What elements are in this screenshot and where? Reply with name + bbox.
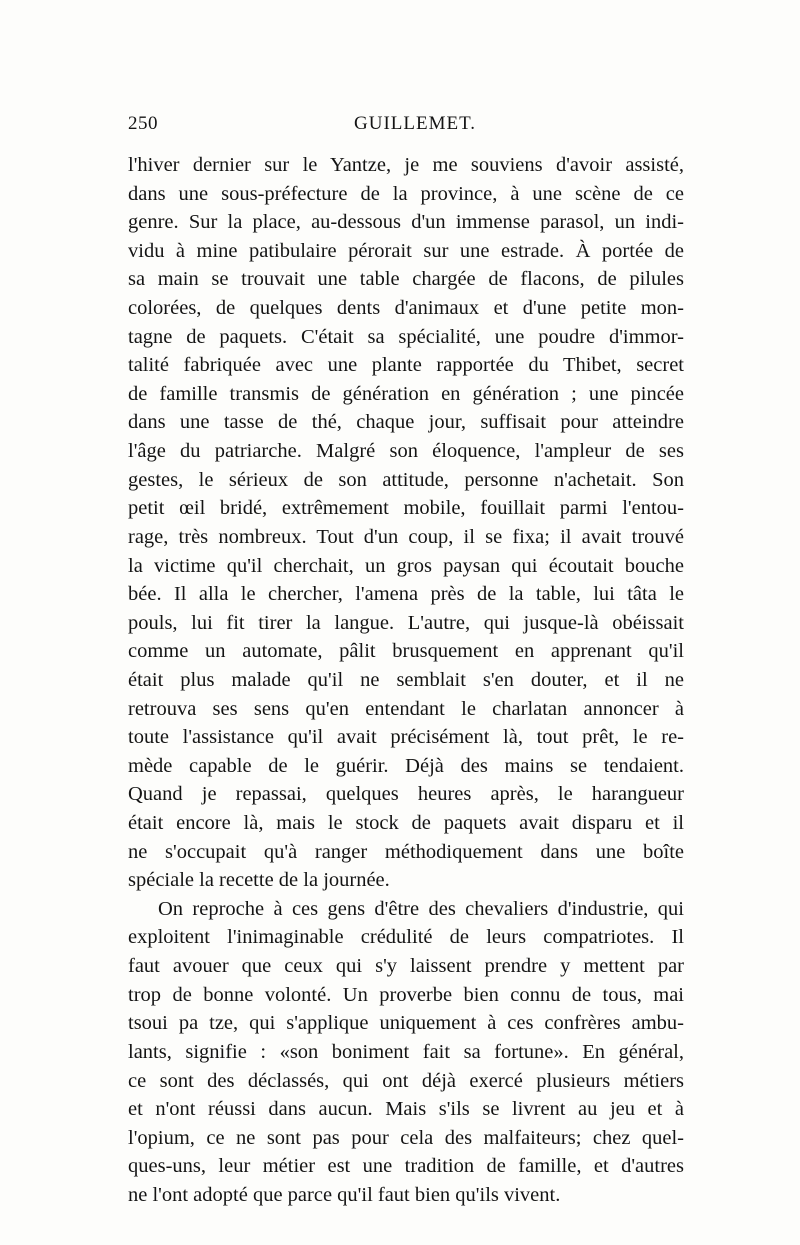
text-line: ce sont des déclassés, qui ont déjà exercé plusieurs métiers bbox=[128, 1069, 684, 1092]
text-line: comme un automate, pâlit brusquement en apprenant qu'il bbox=[128, 640, 684, 663]
text-line: de famille transmis de génération en génération ; une pincée bbox=[128, 382, 684, 405]
text-line: bée. Il alla le chercher, l'amena près de la table, lui tâta le bbox=[128, 583, 684, 606]
running-title: GUILLEMET. bbox=[354, 113, 477, 134]
text-line: l'opium, ce ne sont pas pour cela des malfaiteurs; chez quel- bbox=[128, 1126, 684, 1149]
text-line: la victime qu'il cherchait, un gros paysan qui écoutait bouche bbox=[128, 554, 684, 577]
text-line: vidu à mine patibulaire pérorait sur une estrade. À portée de bbox=[128, 239, 684, 262]
page-number: 250 bbox=[128, 113, 158, 134]
text-line: trop de bonne volonté. Un proverbe bien connu de tous, mai bbox=[128, 983, 684, 1006]
text-line: faut avouer que ceux qui s'y laissent prendre y mettent par bbox=[128, 955, 684, 978]
text-line: dans une tasse de thé, chaque jour, suffisait pour atteindre bbox=[128, 411, 684, 434]
text-line: ques-uns, leur métier est une tradition de famille, et d'autres bbox=[128, 1155, 684, 1178]
text-line: spéciale la recette de la journée. bbox=[128, 869, 390, 892]
text-line: colorées, de quelques dents d'animaux et d'une petite mon- bbox=[128, 297, 684, 320]
text-line: l'âge du patriarche. Malgré son éloquence, l'ampleur de ses bbox=[128, 440, 684, 463]
text-line: dans une sous-préfecture de la province, à une scène de ce bbox=[128, 182, 684, 205]
text-line: était encore là, mais le stock de paquets avait disparu et il bbox=[128, 812, 684, 835]
paragraph bbox=[128, 151, 684, 895]
text-line: était plus malade qu'il ne semblait s'en douter, et il ne bbox=[128, 668, 684, 691]
text-line: On reproche à ces gens d'être des chevaliers d'industrie, qui bbox=[158, 897, 684, 920]
text-line: toute l'assistance qu'il avait précisément là, tout prêt, le re- bbox=[128, 726, 684, 749]
body-text bbox=[128, 151, 684, 1210]
text-line: et n'ont réussi dans aucun. Mais s'ils se livrent au jeu et à bbox=[128, 1098, 684, 1121]
text-line: l'hiver dernier sur le Yantze, je me souviens d'avoir assisté, bbox=[128, 154, 684, 176]
text-line: talité fabriquée avec une plante rapportée du Thibet, secret bbox=[128, 354, 684, 377]
book-page bbox=[128, 113, 684, 1206]
text-line: ne l'ont adopté que parce qu'il faut bien qu'ils vivent. bbox=[128, 1183, 561, 1206]
text-line: tsoui pa tze, qui s'applique uniquement à ces confrères ambu- bbox=[128, 1012, 684, 1035]
text-line: tagne de paquets. C'était sa spécialité, une poudre d'immor- bbox=[128, 325, 684, 348]
text-line: rage, très nombreux. Tout d'un coup, il se fixa; il avait trouvé bbox=[128, 525, 684, 548]
paragraph bbox=[128, 895, 684, 1210]
text-line: lants, signifie : «son boniment fait sa fortune». En général, bbox=[128, 1040, 684, 1063]
text-line: gestes, le sérieux de son attitude, personne n'achetait. Son bbox=[128, 468, 684, 491]
text-line: mède capable de le guérir. Déjà des mains se tendaient. bbox=[128, 754, 684, 777]
text-line: pouls, lui fit tirer la langue. L'autre, qui jusque-là obéissait bbox=[128, 611, 684, 634]
text-line: sa main se trouvait une table chargée de flacons, de pilules bbox=[128, 268, 684, 291]
running-head bbox=[128, 113, 684, 143]
text-line: petit œil bridé, extrêmement mobile, fouillait parmi l'entou- bbox=[128, 497, 684, 520]
text-line: retrouva ses sens qu'en entendant le charlatan annoncer à bbox=[128, 697, 684, 720]
text-line: Quand je repassai, quelques heures après, le harangueur bbox=[128, 783, 684, 806]
text-line: exploitent l'inimaginable crédulité de leurs compatriotes. Il bbox=[128, 926, 684, 949]
text-line: ne s'occupait qu'à ranger méthodiquement dans une boîte bbox=[128, 840, 684, 863]
text-line: genre. Sur la place, au-dessous d'un immense parasol, un indi- bbox=[128, 211, 684, 234]
